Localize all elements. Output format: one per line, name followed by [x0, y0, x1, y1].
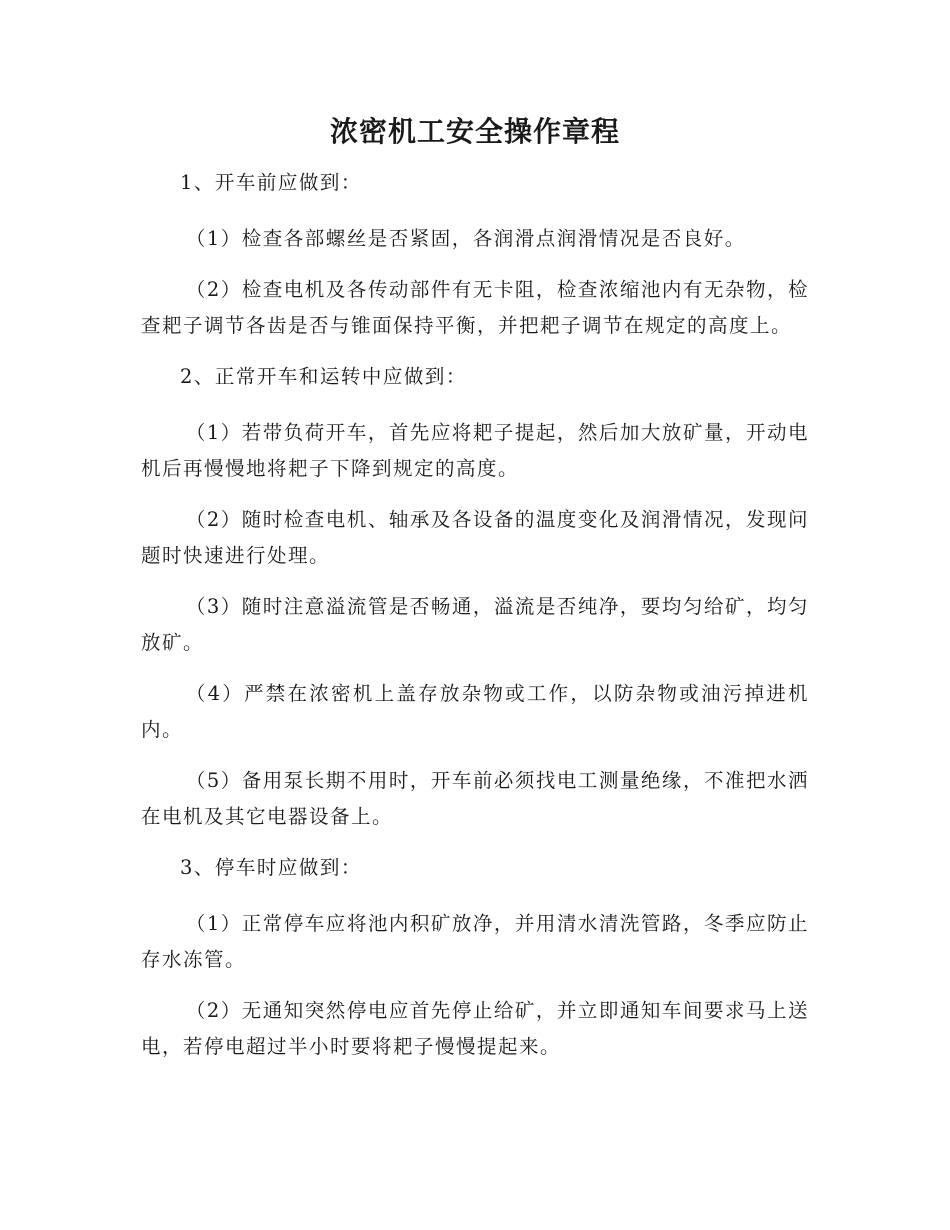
- paragraph-2-5: （5）备用泵长期不用时，开车前必须找电工测量绝缘，不准把水洒在电机及其它电器设备上。: [141, 769, 809, 828]
- paragraph-2-1: （1）若带负荷开车，首先应将耙子提起，然后加大放矿量，开动电机后再慢慢地将耙子下降到规定的高度。: [141, 421, 809, 480]
- paragraph-3-1: （1）正常停车应将池内积矿放净，并用清水清洗管路，冬季应防止存水冻管。: [141, 912, 809, 971]
- paragraph-1-1: （1）检查各部螺丝是否紧固，各润滑点润滑情况是否良好。: [185, 227, 746, 250]
- paragraph-3-2: （2）无通知突然停电应首先停止给矿，并立即通知车间要求马上送电，若停电超过半小时要将耙子慢慢提起来。: [141, 999, 809, 1058]
- section-heading-3: 3、停车时应做到：: [180, 856, 362, 879]
- section-heading-2: 2、正常开车和运转中应做到：: [180, 365, 467, 388]
- section-heading-1: 1、开车前应做到：: [180, 171, 362, 194]
- document-body: [141, 165, 809, 1080]
- document-title: 浓密机工安全操作章程: [329, 115, 620, 148]
- paragraph-2-3: （3）随时注意溢流管是否畅通，溢流是否纯净，要均匀给矿，均匀放矿。: [141, 595, 809, 654]
- paragraph-2-4: （4）严禁在浓密机上盖存放杂物或工作，以防杂物或油污掉进机内。: [141, 682, 809, 741]
- paragraph-2-2: （2）随时检查电机、轴承及各设备的温度变化及润滑情况，发现问题时快速进行处理。: [141, 508, 809, 567]
- paragraph-1-2: （2）检查电机及各传动部件有无卡阻，检查浓缩池内有无杂物，检查耙子调节各齿是否与锥面保持平衡，并把耙子调节在规定的高度上。: [141, 278, 809, 337]
